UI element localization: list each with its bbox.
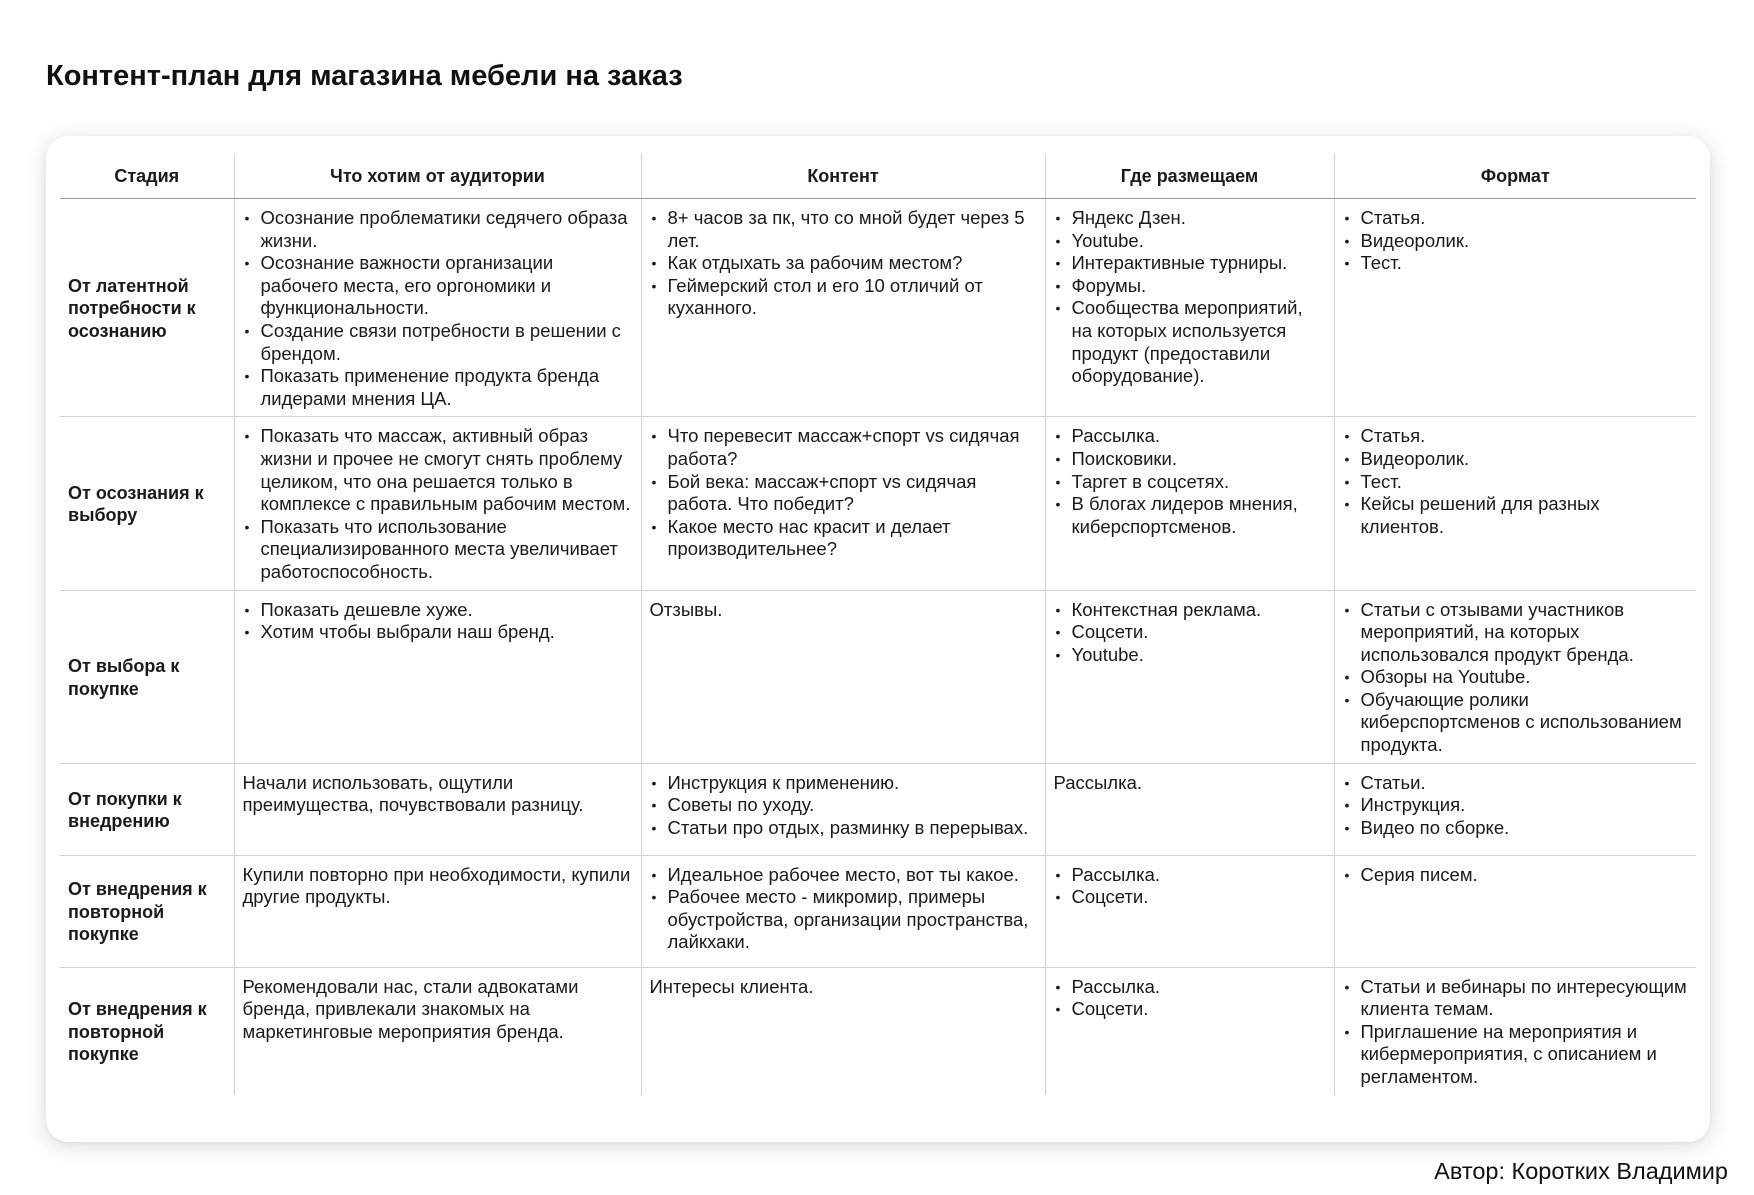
header-audience: Что хотим от аудитории — [234, 154, 641, 199]
list-item: • Статья. — [1343, 207, 1689, 230]
list-item: • Осознание важности организации рабочего места, его оргономики и функциональности. — [243, 252, 633, 320]
list-item: • Соцсети. — [1054, 621, 1326, 644]
placement-cell — [1045, 199, 1334, 417]
list-item: • Таргет в соцсетях. — [1054, 471, 1326, 494]
list-item: • Соцсети. — [1054, 998, 1326, 1021]
cell-text: Начали использовать, ощутили преимущества, почувствовали разницу. — [242, 771, 584, 816]
list-item: • Показать что использование специализированного места увеличивает работоспособность. — [243, 516, 633, 584]
list-item: • Осознание проблематики седячего образа жизни. — [243, 207, 633, 252]
table-body — [60, 199, 1696, 1095]
header-stage: Стадия — [60, 154, 234, 199]
content-cell — [641, 763, 1045, 855]
cell-text: Рассылка. — [1053, 771, 1143, 793]
placement-cell — [1045, 967, 1334, 1094]
bullet-list — [1343, 864, 1689, 887]
list-item: • Статья. — [1343, 425, 1689, 448]
bullet-list — [1343, 976, 1689, 1089]
stage-cell: От покупки к внедрению — [60, 763, 234, 855]
stage-cell: От внедрения к повторной покупке — [60, 967, 234, 1094]
cell-text: Отзывы. — [649, 598, 723, 620]
bullet-list — [1054, 976, 1326, 1021]
cell-text: Купили повторно при необходимости, купили другие продукты. — [242, 863, 631, 908]
list-item: • Рассылка. — [1054, 425, 1326, 448]
stage-cell: От внедрения к повторной покупке — [60, 855, 234, 967]
list-item: • Показать дешевле хуже. — [243, 599, 633, 622]
audience-cell — [234, 590, 641, 763]
list-item: • В блогах лидеров мнения, киберспортсменов. — [1054, 493, 1326, 538]
placement-cell — [1045, 763, 1334, 855]
table-row — [60, 763, 1696, 855]
format-cell — [1334, 855, 1696, 967]
format-cell — [1334, 199, 1696, 417]
list-item: • Идеальное рабочее место, вот ты какое. — [650, 864, 1037, 887]
header-content: Контент — [641, 154, 1045, 199]
list-item: • Сообщества мероприятий, на которых используется продукт (предоставили оборудование). — [1054, 297, 1326, 387]
bullet-list — [650, 864, 1037, 954]
list-item: • Youtube. — [1054, 644, 1326, 667]
list-item: • Видеоролик. — [1343, 448, 1689, 471]
bullet-list — [243, 207, 633, 410]
bullet-list — [1343, 207, 1689, 275]
list-item: • Показать что массаж, активный образ жизни и прочее не смогут снять проблему целиком, что она решается только в комплексе с правильным рабочим местом. — [243, 425, 633, 515]
list-item: • Яндекс Дзен. — [1054, 207, 1326, 230]
content-cell — [641, 199, 1045, 417]
list-item: • Рабочее место - микромир, примеры обустройства, организации пространства, лайкхаки. — [650, 886, 1037, 954]
bullet-list — [1343, 599, 1689, 757]
page-title: Контент-план для магазина мебели на заказ — [46, 60, 683, 92]
list-item: • Инструкция. — [1343, 794, 1689, 817]
audience-cell — [234, 855, 641, 967]
placement-cell — [1045, 417, 1334, 590]
list-item: • Рассылка. — [1054, 976, 1326, 999]
bullet-list — [243, 425, 633, 583]
list-item: • 8+ часов за пк, что со мной будет через 5 лет. — [650, 207, 1037, 252]
stage-cell: От выбора к покупке — [60, 590, 234, 763]
list-item: • Обучающие ролики киберспортсменов с использованием продукта. — [1343, 689, 1689, 757]
content-cell — [641, 590, 1045, 763]
bullet-list — [1343, 425, 1689, 538]
list-item: • Какое место нас красит и делает производительнее? — [650, 516, 1037, 561]
list-item: • Создание связи потребности в решении с брендом. — [243, 320, 633, 365]
list-item: • Тест. — [1343, 252, 1689, 275]
audience-cell — [234, 417, 641, 590]
format-cell — [1334, 763, 1696, 855]
list-item: • Приглашение на мероприятия и кибермероприятия, с описанием и регламентом. — [1343, 1021, 1689, 1089]
bullet-list — [650, 207, 1037, 320]
table-row — [60, 417, 1696, 590]
list-item: • Интерактивные турниры. — [1054, 252, 1326, 275]
bullet-list — [243, 599, 633, 644]
bullet-list — [650, 772, 1037, 840]
list-item: • Обзоры на Youtube. — [1343, 666, 1689, 689]
bullet-list — [650, 425, 1037, 561]
author-credit: Автор: Коротких Владимир — [1434, 1158, 1728, 1184]
format-cell — [1334, 417, 1696, 590]
list-item: • Показать применение продукта бренда лидерами мнения ЦА. — [243, 365, 633, 410]
list-item: • Что перевесит массаж+спорт vs сидячая работа? — [650, 425, 1037, 470]
stage-cell: От осознания к выбору — [60, 417, 234, 590]
table-header-row — [60, 154, 1696, 199]
bullet-list — [1054, 864, 1326, 909]
list-item: • Поисковики. — [1054, 448, 1326, 471]
list-item: • Инструкция к применению. — [650, 772, 1037, 795]
list-item: • Соцсети. — [1054, 886, 1326, 909]
table-row — [60, 855, 1696, 967]
content-plan-table — [60, 154, 1696, 1095]
placement-cell — [1045, 590, 1334, 763]
list-item: • Статьи. — [1343, 772, 1689, 795]
header-placement: Где размещаем — [1045, 154, 1334, 199]
list-item: • Статьи с отзывами участников мероприятий, на которых использовался продукт бренда. — [1343, 599, 1689, 667]
list-item: • Как отдыхать за рабочим местом? — [650, 252, 1037, 275]
list-item: • Youtube. — [1054, 230, 1326, 253]
table-row — [60, 590, 1696, 763]
content-plan-card — [46, 136, 1710, 1142]
list-item: • Контекстная реклама. — [1054, 599, 1326, 622]
list-item: • Видеоролик. — [1343, 230, 1689, 253]
format-cell — [1334, 590, 1696, 763]
list-item: • Советы по уходу. — [650, 794, 1037, 817]
list-item: • Рассылка. — [1054, 864, 1326, 887]
cell-text: Рекомендовали нас, стали адвокатами бренда, привлекали знакомых на маркетинговые мероприятия бренда. — [242, 975, 579, 1042]
list-item: • Статьи про отдых, разминку в перерывах. — [650, 817, 1037, 840]
bullet-list — [1054, 599, 1326, 667]
audience-cell — [234, 763, 641, 855]
table-row — [60, 199, 1696, 417]
list-item: • Геймерский стол и его 10 отличий от куханного. — [650, 275, 1037, 320]
list-item: • Бой века: массаж+спорт vs сидячая работа. Что победит? — [650, 471, 1037, 516]
bullet-list — [1054, 425, 1326, 538]
list-item: • Тест. — [1343, 471, 1689, 494]
cell-text: Интересы клиента. — [649, 975, 814, 997]
list-item: • Хотим чтобы выбрали наш бренд. — [243, 621, 633, 644]
content-cell — [641, 855, 1045, 967]
list-item: • Видео по сборке. — [1343, 817, 1689, 840]
list-item: • Серия писем. — [1343, 864, 1689, 887]
list-item: • Форумы. — [1054, 275, 1326, 298]
audience-cell — [234, 199, 641, 417]
bullet-list — [1343, 772, 1689, 840]
content-cell — [641, 417, 1045, 590]
header-format: Формат — [1334, 154, 1696, 199]
placement-cell — [1045, 855, 1334, 967]
content-cell — [641, 967, 1045, 1094]
table-row — [60, 967, 1696, 1094]
bullet-list — [1054, 207, 1326, 388]
stage-cell: От латентной потребности к осознанию — [68, 275, 196, 341]
list-item: • Статьи и вебинары по интересующим клиента темам. — [1343, 976, 1689, 1021]
format-cell — [1334, 967, 1696, 1094]
audience-cell — [234, 967, 641, 1094]
list-item: • Кейсы решений для разных клиентов. — [1343, 493, 1689, 538]
